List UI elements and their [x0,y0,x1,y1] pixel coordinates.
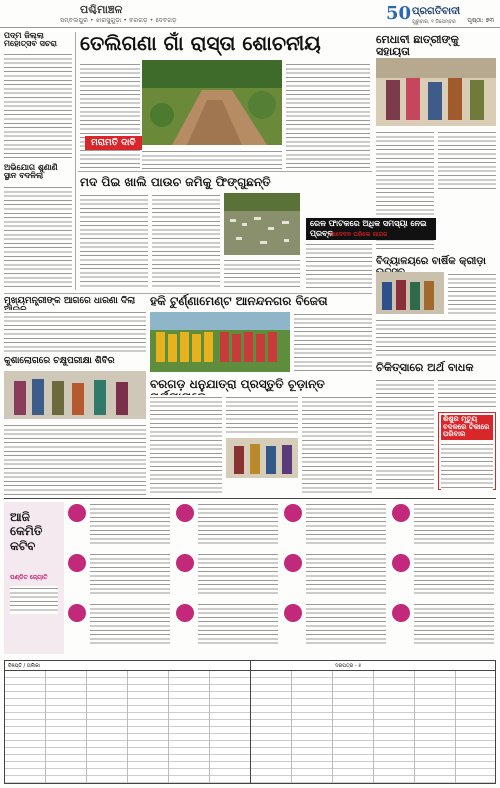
main-badge: ମରାମତି ଦାବି [85,136,142,150]
zodiac-sign-icon [392,554,410,572]
cm-headline: ମୁଖ୍ୟମନ୍ତ୍ରୀଙ୍କ ଆଗରେ ଧାରଣା ଦିଲା [4,296,136,306]
box-headline: ଶିଶୁର ମୃତ୍ୟୁ ବଦଳରେ ଟିକାରେ ପରିବାର [441,415,493,440]
road-photo [142,60,282,145]
hockey-photo [150,312,290,372]
masthead [0,0,500,28]
road-photo-image [142,60,282,145]
story-text [4,310,146,354]
page-number: ପୃଷ୍ଠା: ୭୩ [467,17,494,24]
story-text [376,378,434,490]
hockey-headline: ହକି ଟୁର୍ଣ୍ଣାମେଣ୍ଟ ଆନନ୍ଦନଗର ବିଜେତା [150,294,328,308]
cataract-headline: କୁଶାଲୋଗରେ ଚକ୍ଷୁପରୀକ୍ଷା ଶିବିର [4,356,115,366]
story-text [142,149,282,169]
section-name: ପଶ୍ଚିମାଞ୍ଚଳ [80,3,123,16]
camp-photo-image [4,371,146,419]
zodiac-sign-icon [68,504,86,522]
issue-date: ଗୁରୁବାର, ୧ ଡିସେମ୍ବର [412,19,456,25]
story-text [80,193,148,288]
pouch-photo [224,193,300,255]
medical-headline: ଚିକିତ୍ସାରେ ଅର୍ଥ ବାଧକ [376,361,474,374]
story-text [224,258,300,288]
story-text [376,318,496,358]
column-rule [75,32,76,290]
story-text [306,242,372,288]
story-text [286,62,370,168]
story-text [152,193,220,288]
table-left-header: ବିଜ୍ଞପ୍ତି / ତାଲିକା [8,663,40,669]
zodiac-cell [68,552,172,598]
story-text [226,395,298,435]
liquor-headline: ମଦ ପିଇ ଖାଲି ପାଉଚ ଜମିକୁ ଫିଙ୍ଗୁଛନ୍ତି [80,175,271,189]
zodiac-text [414,502,494,546]
school-photo-image [376,272,444,314]
story-text [4,52,72,160]
story-text [438,130,496,192]
section-rule [4,498,496,499]
zodiac-text [198,552,278,596]
zodiac-text [198,502,278,546]
zodiac-cell [284,552,388,598]
zodiac-cell [392,502,496,548]
zodiac-cell [176,552,280,598]
zodiac-cell [284,502,388,548]
zodiac-text [306,502,386,546]
zodiac-cell [68,502,172,548]
story-text [4,185,72,290]
zodiac-text [414,602,494,646]
right-top-headline: ମେଧାବୀ ଛାତ୍ରୀଙ୍କୁ ସହାୟତା [376,33,459,58]
zodiac-sign-icon [284,554,302,572]
zodiac-cell [176,502,280,548]
hockey-photo-image [150,312,290,372]
left-top-headline: ପଦ୍ମ ଜିଲ୍ଲା ମହୋତ୍ସବ ସଚରା [4,31,57,49]
zodiac-sign-icon [176,604,194,622]
zodiac-text [198,602,278,646]
dhanu-photo-image [226,438,298,478]
story-text [80,62,140,168]
strip-headline: ରେଳ ଫାଟକରେ ଅଧିକ ସମସ୍ୟା ନେଇ ପ୍ରବ୍ଳ [306,218,436,240]
zodiac-text [306,552,386,596]
horoscope-byline: ପଣ୍ଡିତ ଜ୍ୟୋତି [10,574,48,581]
newspaper-brand: ପ୍ରଗତିବାଦୀ [412,6,461,17]
school-headline: ବିଦ୍ୟାଳୟରେ ବାର୍ଷିକ କ୍ରୀଡ଼ା [376,256,486,267]
zodiac-cell [68,602,172,648]
story-text [4,423,146,495]
zodiac-text [306,602,386,646]
story-text [448,272,496,314]
notice-table [4,660,496,784]
camp-photo [4,371,146,419]
zodiac-sign-icon [68,554,86,572]
zodiac-sign-icon [284,504,302,522]
table-divider [250,661,251,783]
story-text [294,312,372,372]
zodiac-sign-icon [392,504,410,522]
table-right-header: ଦରପତ୍ର - ୫ [335,663,362,669]
zodiac-cell [176,602,280,648]
zodiac-sign-icon [68,604,86,622]
story-text [10,586,58,614]
horoscope-title: ଆଜି କେମିତି କଟିବ [10,510,43,553]
school-photo [376,272,444,314]
dhanu-headline: ବରଗଡ଼ ଧନୁଯାତ୍ରା ପ୍ରସ୍ତୁତି ଚୂଡ଼ାନ୍ତ [150,377,325,391]
zodiac-sign-icon [176,504,194,522]
horoscope-sidebar [4,502,64,654]
main-headline: ତେଲିଗଣା ଗାଁ ରାସ୍ତା ଶୋଚନୀୟ [80,31,321,55]
pouch-photo-image [224,193,300,255]
zodiac-sign-icon [392,604,410,622]
left-mid-headline: ଅଭିଯୋଗ ଶୁଣାଣି ସ୍ଥାନ ବଦଳିଲା [4,163,58,181]
dhanu-photo [226,438,298,478]
story-text [150,395,222,495]
students-photo-image [376,58,496,126]
zodiac-text [90,552,170,596]
zodiac-text [90,502,170,546]
section-rule [78,171,372,172]
anniversary-logo: 50 [386,3,412,24]
zodiac-sign-icon [284,604,302,622]
zodiac-text [414,552,494,596]
zodiac-cell [392,552,496,598]
story-text [438,378,496,408]
strip-subhead: ଆବେଦନ ପରିଲେ ଗାରଜ [330,231,388,238]
story-text [441,442,493,490]
section-subline: ସମ୍ବଲପୁର • ଝାରସୁଗୁଡ଼ା • ବରଗଡ଼ • ଦେବଗଡ଼ [60,17,177,24]
story-text [302,395,372,495]
zodiac-text [90,602,170,646]
zodiac-cell [392,602,496,648]
zodiac-sign-icon [176,554,194,572]
boxed-story [438,412,496,490]
zodiac-cell [284,602,388,648]
students-photo [376,58,496,126]
